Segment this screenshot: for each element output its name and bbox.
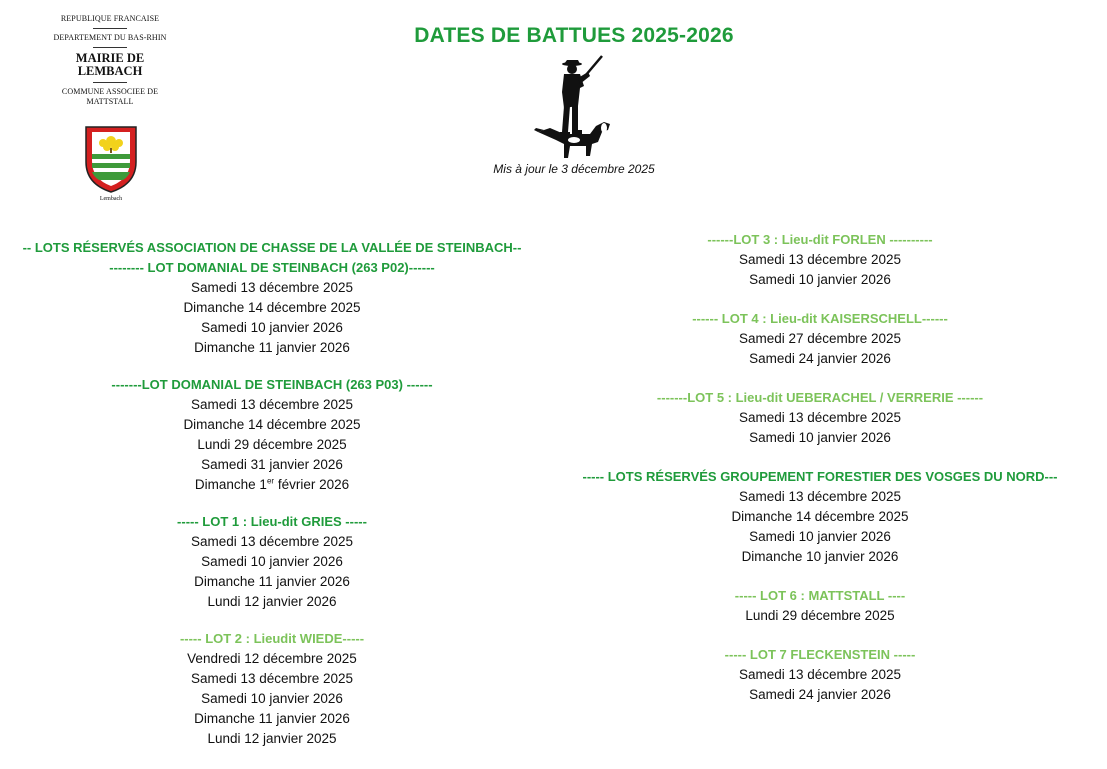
page-title: DATES DE BATTUES 2025-2026 bbox=[414, 24, 734, 47]
update-date: Mis à jour le 3 décembre 2025 bbox=[493, 162, 655, 176]
lot-7-heading: ----- LOT 7 FLECKENSTEIN ----- bbox=[724, 647, 916, 662]
mairie-name-line2: LEMBACH bbox=[77, 64, 143, 78]
header-divider bbox=[93, 28, 127, 29]
lot-7-date: Samedi 13 décembre 2025 bbox=[738, 667, 902, 682]
section-gap bbox=[570, 626, 1070, 645]
lot-6-date: Lundi 29 décembre 2025 bbox=[745, 608, 895, 623]
association-heading: -- LOTS RÉSERVÉS ASSOCIATION DE CHASSE DE LA VALLÉE DE STEINBACH-- bbox=[22, 240, 522, 255]
commune-line2: MATTSTALL bbox=[86, 97, 134, 106]
header-divider bbox=[93, 47, 127, 48]
section-gap bbox=[570, 290, 1070, 309]
lot-6-heading: ----- LOT 6 : MATTSTALL ---- bbox=[734, 588, 906, 603]
lot-p03-date-last bbox=[12, 475, 532, 495]
date-superscript: er bbox=[266, 476, 275, 486]
lot-2-date: Samedi 13 décembre 2025 bbox=[190, 671, 354, 686]
lot-p03-date: Dimanche 14 décembre 2025 bbox=[183, 417, 361, 432]
lot-3-heading: ------LOT 3 : Lieu-dit FORLEN ---------- bbox=[707, 232, 933, 247]
groupement-date: Dimanche 14 décembre 2025 bbox=[731, 509, 909, 524]
groupement-date: Samedi 10 janvier 2026 bbox=[749, 529, 891, 544]
lot-p02-date: Samedi 13 décembre 2025 bbox=[190, 280, 354, 295]
left-column bbox=[12, 238, 532, 749]
departement-text: DEPARTEMENT DU BAS-RHIN bbox=[53, 33, 167, 42]
crest-caption: Lembach bbox=[99, 196, 123, 202]
section-gap bbox=[570, 567, 1070, 586]
lot-p03-heading: -------LOT DOMANIAL DE STEINBACH (263 P03) ------ bbox=[111, 377, 433, 392]
date-suffix: février 2026 bbox=[274, 477, 350, 492]
section-gap bbox=[12, 358, 532, 375]
lot-2-date: Vendredi 12 décembre 2025 bbox=[187, 651, 357, 666]
lot-5-date: Samedi 10 janvier 2026 bbox=[749, 430, 891, 445]
section-gap bbox=[12, 612, 532, 629]
mairie-name-line1: MAIRIE DE bbox=[75, 51, 145, 65]
lot-5-date: Samedi 13 décembre 2025 bbox=[738, 410, 902, 425]
lot-1-date: Dimanche 11 janvier 2026 bbox=[194, 574, 350, 589]
lot-4-date: Samedi 24 janvier 2026 bbox=[749, 351, 891, 366]
lot-5-heading: -------LOT 5 : Lieu-dit UEBERACHEL / VERRERIE ------ bbox=[656, 390, 984, 405]
groupement-heading: ----- LOTS RÉSERVÉS GROUPEMENT FORESTIER DES VOSGES DU NORD--- bbox=[582, 469, 1058, 484]
lot-p02-date: Dimanche 14 décembre 2025 bbox=[183, 300, 361, 315]
header-divider bbox=[93, 82, 127, 83]
lot-p02-date: Dimanche 11 janvier 2026 bbox=[194, 340, 350, 355]
lot-p02-date: Samedi 10 janvier 2026 bbox=[201, 320, 343, 335]
lot-4-heading: ------ LOT 4 : Lieu-dit KAISERSCHELL------ bbox=[692, 311, 948, 326]
lot-3-date: Samedi 13 décembre 2025 bbox=[738, 252, 902, 267]
coat-of-arms-icon bbox=[83, 124, 139, 194]
lot-p03-date: Samedi 13 décembre 2025 bbox=[190, 397, 354, 412]
lot-7-date: Samedi 24 janvier 2026 bbox=[749, 687, 891, 702]
section-gap bbox=[12, 495, 532, 512]
lot-1-date: Lundi 12 janvier 2026 bbox=[207, 594, 337, 609]
lot-1-heading: ----- LOT 1 : Lieu-dit GRIES ----- bbox=[177, 514, 367, 529]
republique-text: REPUBLIQUE FRANCAISE bbox=[60, 14, 160, 23]
lot-2-date: Dimanche 11 janvier 2026 bbox=[194, 711, 350, 726]
right-column bbox=[570, 230, 1070, 705]
lot-3-date: Samedi 10 janvier 2026 bbox=[749, 272, 891, 287]
mairie-header bbox=[48, 14, 172, 107]
lot-1-date: Samedi 10 janvier 2026 bbox=[201, 554, 343, 569]
date-prefix: Dimanche 1 bbox=[194, 477, 267, 492]
lot-p03-date: Samedi 31 janvier 2026 bbox=[201, 457, 343, 472]
commune-line1: COMMUNE ASSOCIEE DE bbox=[61, 87, 159, 96]
lot-p03-date: Lundi 29 décembre 2025 bbox=[197, 437, 347, 452]
groupement-date: Dimanche 10 janvier 2026 bbox=[741, 549, 899, 564]
section-gap bbox=[570, 448, 1070, 467]
lot-4-date: Samedi 27 décembre 2025 bbox=[738, 331, 902, 346]
groupement-date: Samedi 13 décembre 2025 bbox=[738, 489, 902, 504]
lot-1-date: Samedi 13 décembre 2025 bbox=[190, 534, 354, 549]
hunter-with-dog-icon bbox=[534, 52, 616, 160]
lot-2-heading: ----- LOT 2 : Lieudit WIEDE----- bbox=[179, 631, 365, 646]
lot-p02-heading: -------- LOT DOMANIAL DE STEINBACH (263 P02)------ bbox=[109, 260, 435, 275]
lot-2-date: Lundi 12 janvier 2025 bbox=[207, 731, 337, 746]
section-gap bbox=[570, 369, 1070, 388]
lot-2-date: Samedi 10 janvier 2026 bbox=[201, 691, 343, 706]
